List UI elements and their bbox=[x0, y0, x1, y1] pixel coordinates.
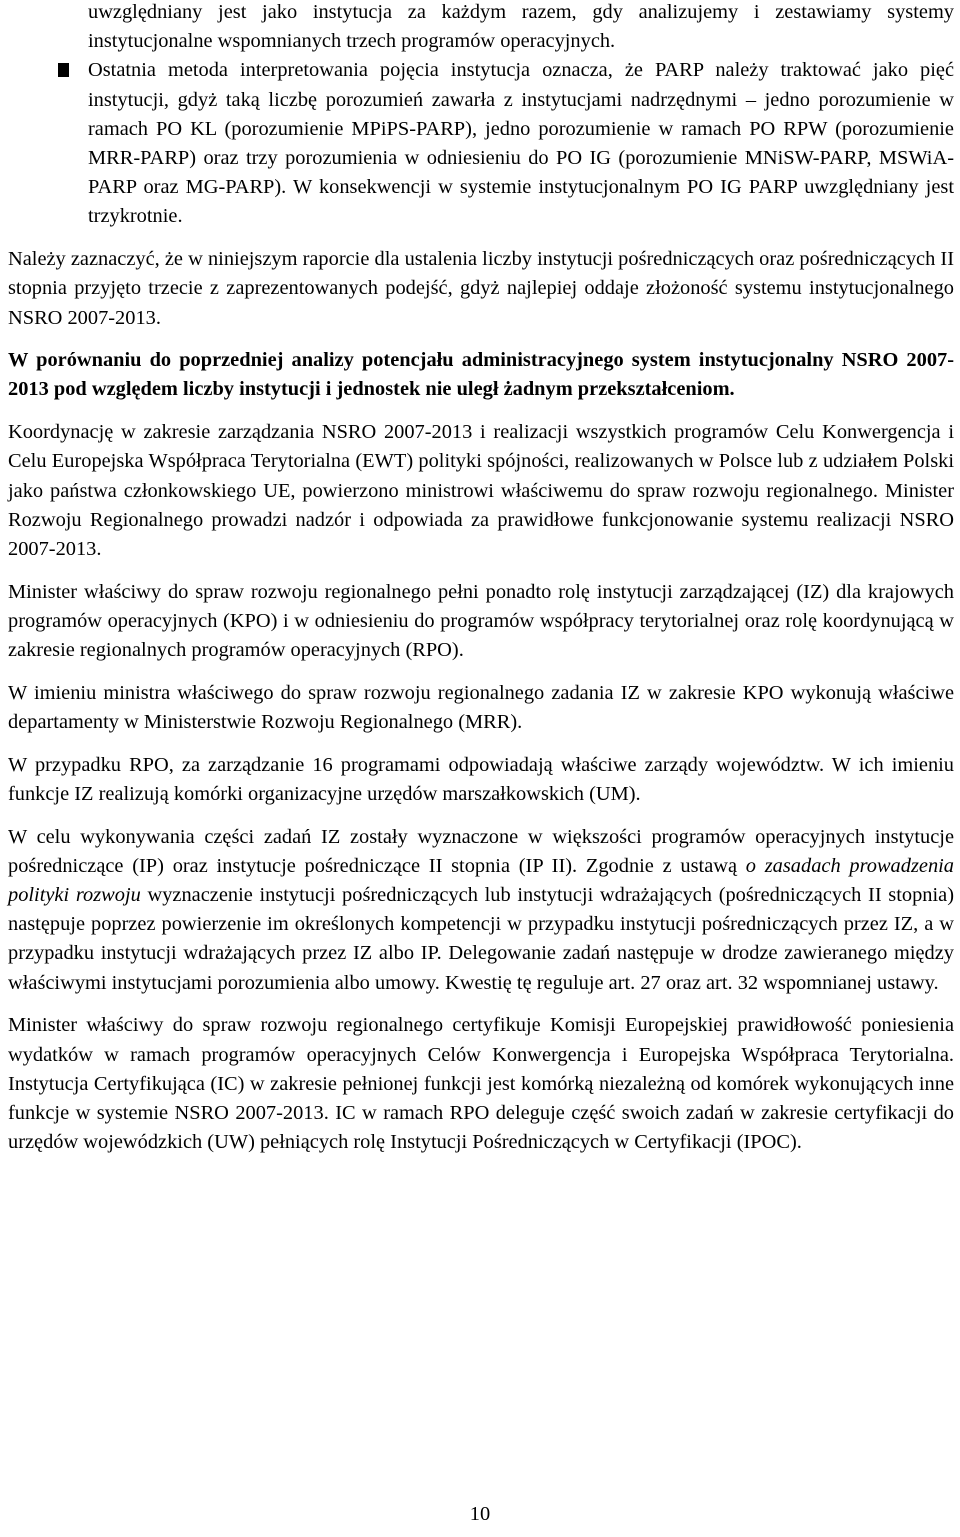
paragraph-bold-conclusion: W porównaniu do poprzedniej analizy potencjału administracyjnego system instytucjonalny NSRO 2007-2013 pod względem liczby instytucji i jednostek nie uległ żadnym przekształceniom. bbox=[8, 349, 954, 401]
page-number: 10 bbox=[469, 1503, 491, 1525]
text-segment: W celu wykonywania części zadań IZ zostały wyznaczone w większości programów operacyjnych instytucje pośredniczące (IP) oraz instytucje pośredniczące II stopnia (IP II). Zgodnie z ustawą bbox=[8, 825, 954, 877]
paragraph-intermediate-bodies bbox=[8, 823, 954, 998]
paragraph-rpo-management: W przypadku RPO, za zarządzanie 16 programami odpowiadają właściwe zarządy województw. W ich imieniu funkcje IZ realizują komórki organizacyjne urzędów marszałkowskich (UM). bbox=[8, 753, 954, 805]
paragraph-managing-authority: Minister właściwy do spraw rozwoju regionalnego pełni ponadto rolę instytucji zarządzającej (IZ) dla krajowych programów operacyjnych (KPO) i w odniesieniu do programów współpracy terytorialnej oraz rolę koordynującą w zakresie regionalnych programów operacyjnych (RPO). bbox=[8, 580, 954, 662]
paragraph-kpo-departments: W imieniu ministra właściwego do spraw rozwoju regionalnego zadania IZ w zakresie KPO wykonują właściwe departamenty w Ministerstwie Rozwoju Regionalnego (MRR). bbox=[8, 681, 954, 733]
document-page bbox=[8, 0, 954, 1157]
bullet-paragraph: Ostatnia metoda interpretowania pojęcia instytucja oznacza, że PARP należy traktować jako pięć instytucji, gdyż taką liczbę porozumień zawarła z instytucjami nadrzędnymi – jedno porozumienie w ramach PO KL (porozumienie MPiPS-PARP), jedno porozumienie w ramach PO RPW (porozumienie MRR-PARP) oraz trzy porozumienia w odniesieniu do PO IG (porozumienie MNiSW-PARP, MSWiA-PARP oraz MG-PARP). W konsekwencji w systemie instytucjonalnym PO IG PARP uwzględniany jest trzykrotnie. bbox=[88, 59, 954, 228]
paragraph-coordination: Koordynację w zakresie zarządzania NSRO 2007-2013 i realizacji wszystkich programów Celu Konwergencja i Celu Europejska Współpraca Terytorialna (EWT) polityki spójności, realizowanych w Polsce lub z udziałem Polski jako państwa członkowskiego UE, powierzono ministrowi właściwemu do spraw rozwoju regionalnego. Minister Rozwoju Regionalnego prowadzi nadzór i odpowiada za prawidłowe funkcjonowanie systemu realizacji NSRO 2007-2013. bbox=[8, 421, 954, 560]
square-bullet-icon bbox=[58, 63, 69, 77]
paragraph-certification: Minister właściwy do spraw rozwoju regionalnego certyfikuje Komisji Europejskiej prawidłowość poniesienia wydatków w ramach programów operacyjnych Celów Konwergencja i Europejska Współpraca Terytorialna. Instytucja Certyfikująca (IC) w zakresie pełnionej funkcji jest komórką niezależną od komórek wykonujących inne funkcje w systemie NSRO 2007-2013. IC w ramach RPO deleguje część swoich zadań w zakresie certyfikacji do urzędów wojewódzkich (UW) pełniących rolę Instytucji Pośredniczących w Certyfikacji (IPOC). bbox=[8, 1014, 954, 1154]
act-title-italic: o zasadach prowadzenia polityki rozwoju bbox=[8, 854, 954, 906]
text-segment: wyznaczenie instytucji pośredniczących lub instytucji wdrażających (pośredniczących II stopnia) następuje poprzez powierzenie im określonych kompetencji w przypadku instytucji pośredniczących przez IZ, a w przypadku instytucji wdrażających przez IZ albo IP. Delegowanie zadań następuje w drodze zawieranego między właściwymi instytucjami porozumienia albo umowy. Kwestię tę reguluje art. 27 oraz art. 32 wspomnianej ustawy. bbox=[8, 883, 954, 994]
paragraph-methodology: Należy zaznaczyć, że w niniejszym raporcie dla ustalenia liczby instytucji pośredniczących oraz pośredniczących II stopnia przyjęto trzecie z zaprezentowanych podejść, gdyż najlepiej oddaje złożoność systemu instytucjonalnego NSRO 2007-2013. bbox=[8, 248, 954, 329]
bullet-list-item bbox=[8, 56, 954, 231]
continuation-paragraph: uwzględniany jest jako instytucja za każdym razem, gdy analizujemy i zestawiamy systemy instytucjonalne wspomnianych trzech programów operacyjnych. bbox=[88, 1, 954, 53]
